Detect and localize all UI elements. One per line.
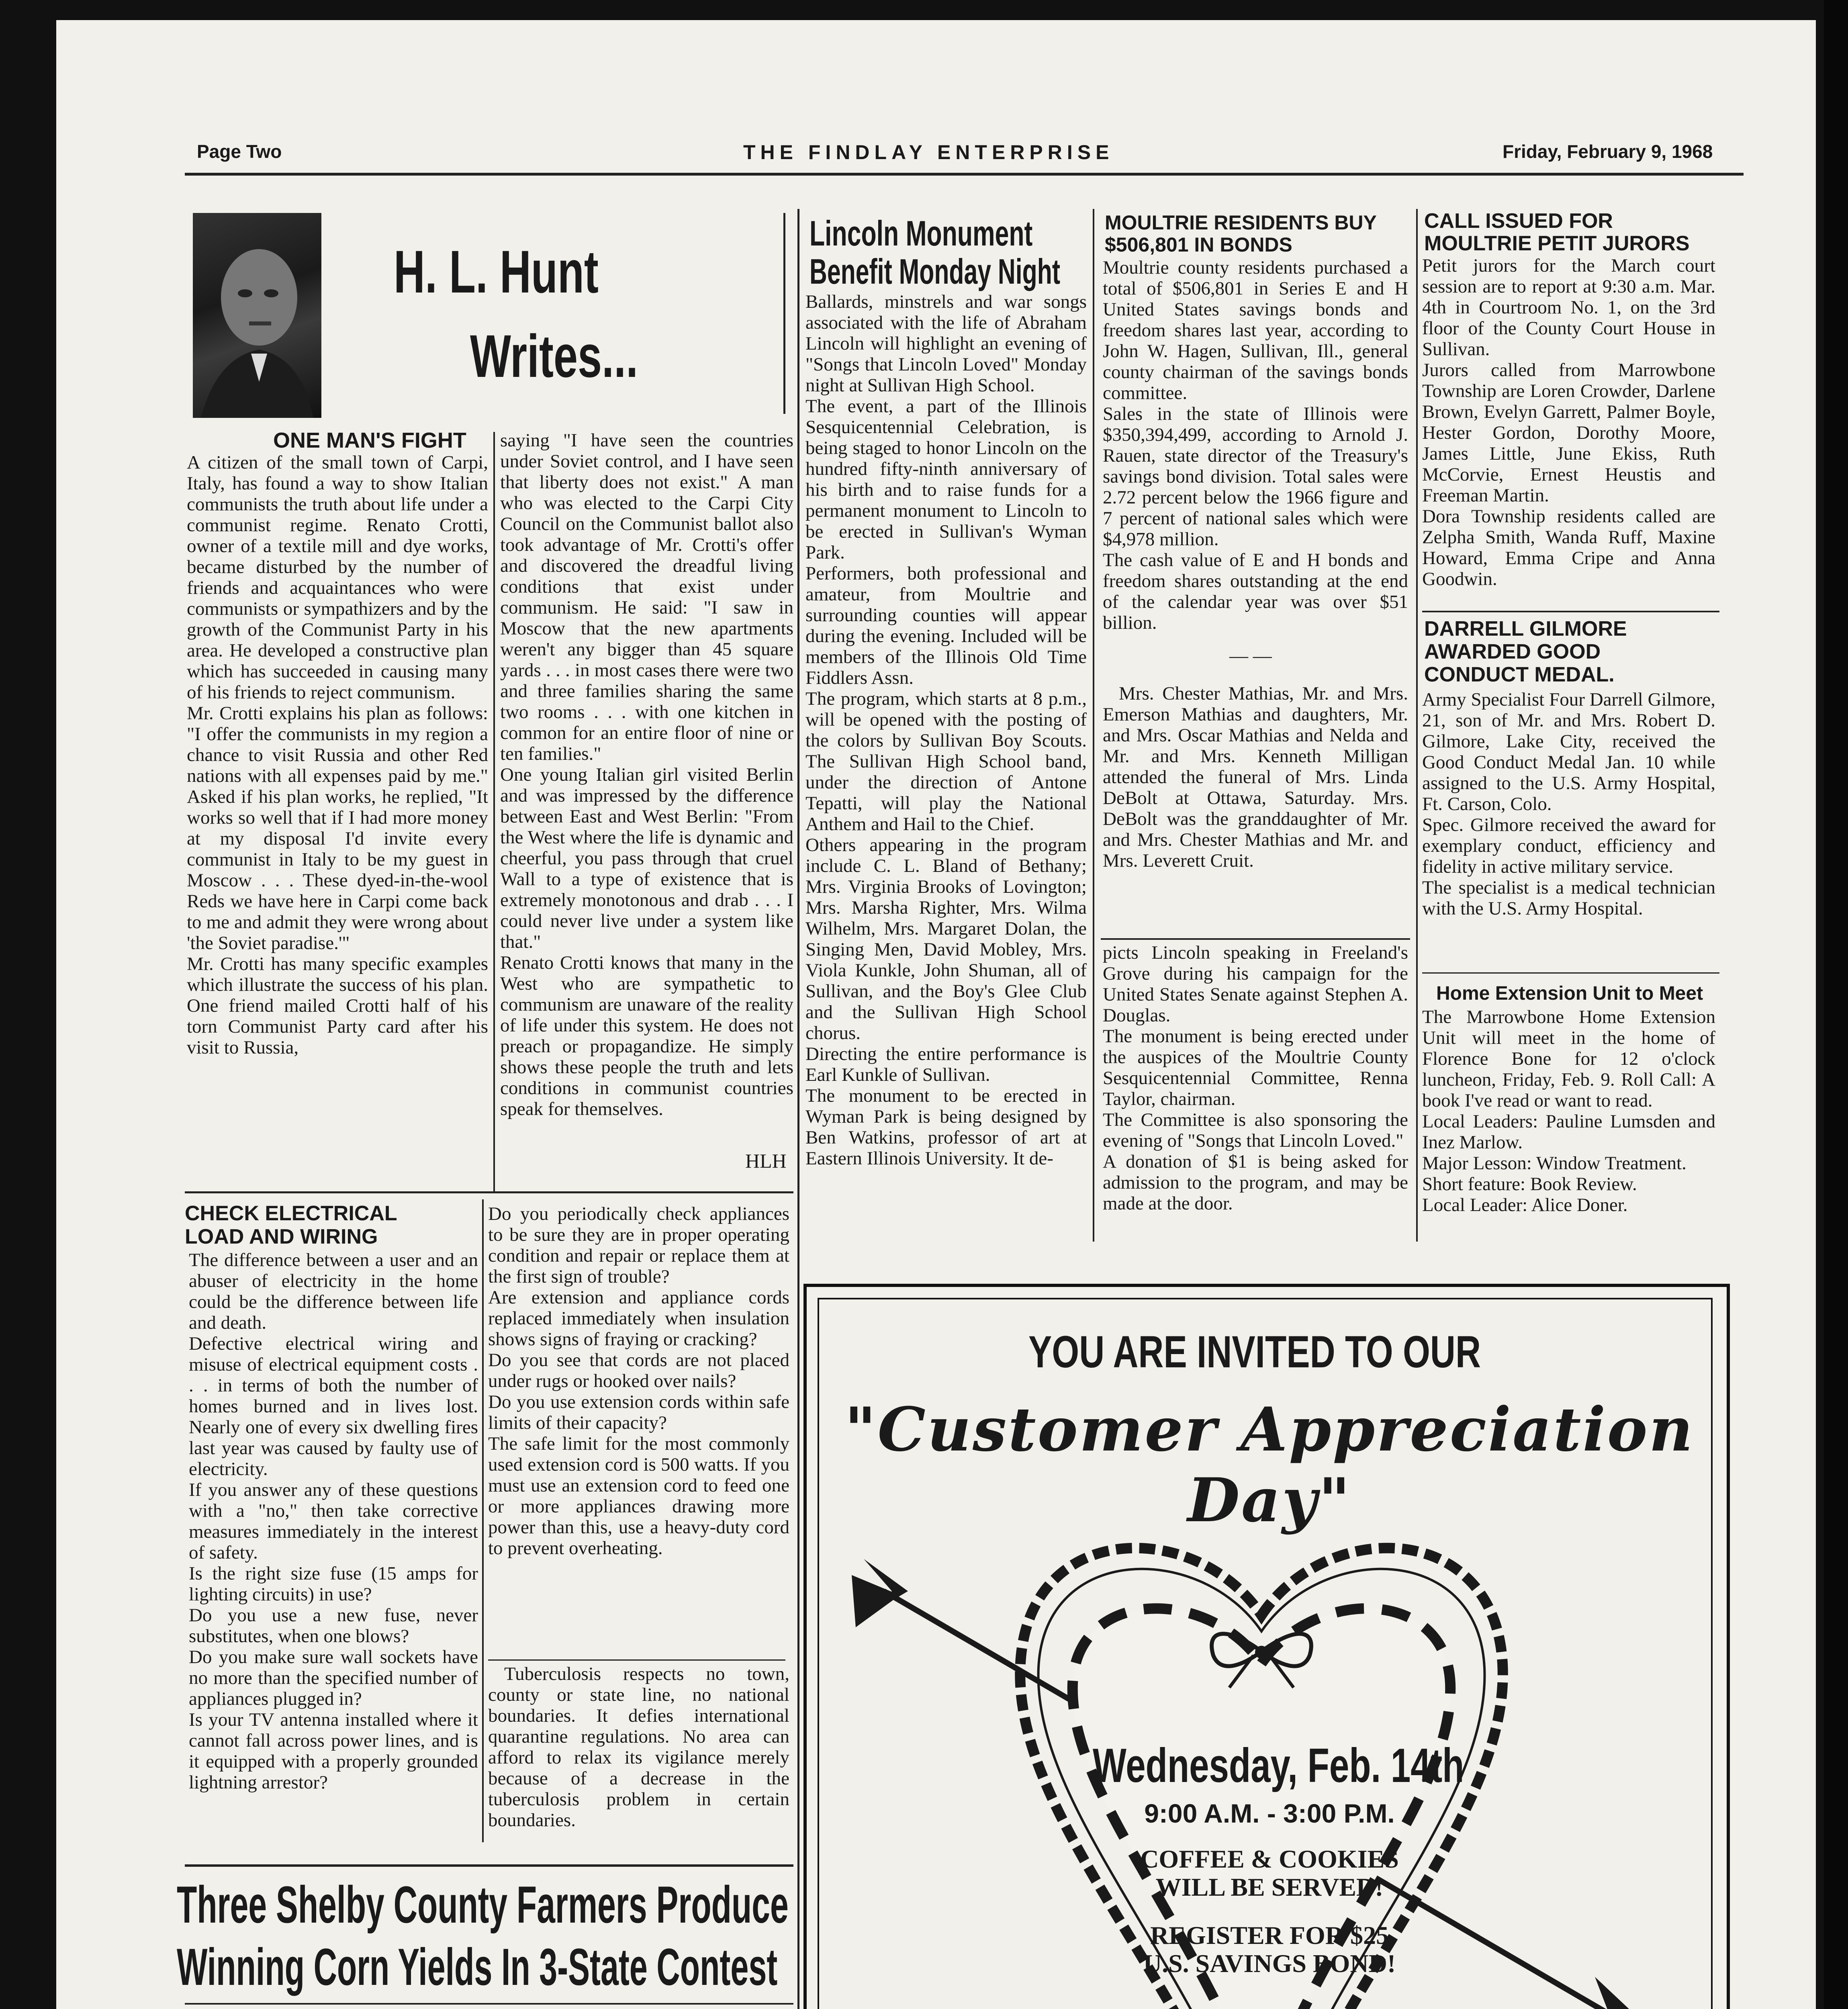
moultrie-headline-2: $506,801 IN BONDS: [1105, 233, 1292, 256]
section-rule: [185, 1864, 793, 1867]
lincoln-headline-1: Lincoln Monument: [810, 213, 1033, 253]
column-divider: [1416, 209, 1418, 1242]
gilmore-headline-3: CONDUCT MEDAL.: [1424, 663, 1615, 686]
farmers-headline-1: Three Shelby County Farmers Produce: [177, 1875, 789, 1934]
hunt-column-2: saying "I have seen the countries under Soviet control, and I have seen that liberty does not exist." A man who was elected to the Carpi City Council on the Communist ballot also took advantage of Mr. Crotti's offer and discovered the dreadful living conditions that exist under communism. He said: "I saw in Moscow that the new apartments weren't any bigger than 45 square yards . . . in most cases there were two and three families sharing the same two rooms . . . with one kitchen in common for an entire floor of nine or ten families." One young Italian girl visited Berlin and was impressed by the difference between East and West Berlin: "From the West where the life is dynamic and cheerful, you pass through that cruel Wall to a type of existence that is extremely monotonous and drab . . . I could never live under a system like that." Renato Crotti knows that many in the West who are sympathetic to communism are unaware of the reality of life under this system. He does not preach or propagandize. He simply shows these people the truth and lets conditions in communist countries speak for themselves.: [500, 430, 793, 1119]
issue-date: Friday, February 9, 1968: [1503, 141, 1713, 162]
hunt-box-right: [783, 213, 785, 414]
page-number: Page Two: [197, 141, 282, 162]
column-divider: [482, 1199, 484, 1842]
section-rule: [185, 1191, 793, 1193]
hunt-headline: ONE MAN'S FIGHT: [273, 428, 466, 452]
tuberculosis-text: Tuberculosis respects no town, county or state line, no national boundaries. It defies international quarantine regulations. No area can afford to relax its vigilance merely because of a decrease in the tuberculosis problem in certain boundaries.: [488, 1663, 789, 1831]
jurors-text: Petit jurors for the March court session are to report at 9:30 a.m. Mar. 4th in Courtroom No. 1, on the 3rd floor of the County Court House in Sullivan. Jurors called from Marrowbone Township are Loren Crowder, Darlene Brown, Evelyn Garrett, Palmer Boyle, Hester Gordon, Dorothy Moore, James Little, June Ekiss, Ruth McCorvie, Ernest Heustis and Freeman Martin. Dora Township residents called are Zelpha Smith, Wanda Ruff, Maxine Howard, Emma Cripe and Anna Goodwin.: [1422, 255, 1715, 589]
extension-text: The Marrowbone Home Extension Unit will meet in the home of Florence Bone for 12 o'clock luncheon, Friday, Feb. 9. Roll Call: A book I've read or want to read. Local Leaders: Pauline Lumsden and Inez Marlow. Major Lesson: Window Treatment. Short feature: Book Review. Local Leader: Alice Doner.: [1422, 1007, 1715, 1215]
ad-event-hours: 9:00 A.M. - 3:00 P.M.: [1144, 1798, 1395, 1828]
ad-invited-headline: YOU ARE INVITED TO OUR: [1028, 1327, 1481, 1377]
ad-coffee-line-1: COFFEE & COOKIES: [1140, 1845, 1399, 1873]
ad-event-name: "Customer Appreciation Day": [844, 1394, 1695, 1536]
electrical-column-1: The difference between a user and an abuser of electricity in the home could be the difference between life and death. Defective electrical wiring and misuse of electrical equipment costs . . . in terms of both the number of homes burned and in lives lost. Nearly one of every six dwelling fires last year was caused by faulty use of electricity. If you answer any of these questions with a "no," then take corrective measures immediately in the interest of safety. Is the right size fuse (15 amps for lighting circuits) in use? Do you use a new fuse, never substitutes, when one blows? Do you make sure wall sockets have no more than the specified number of appliances plugged in? Is your TV antenna installed where it cannot fall across power lines, and is it equipped with a properly grounded lightning arrestor?: [189, 1250, 478, 1793]
column-divider: [1093, 209, 1094, 1242]
farmers-headline-2: Winning Corn Yields In 3-State Contest: [177, 1937, 778, 1996]
right-edge-shadow: [1824, 0, 1848, 2009]
electrical-column-2: Do you periodically check appliances to be sure they are in proper operating condition and repair or replace them at the first sign of trouble? Are extension and appliance cords replaced immediately when insulation shows signs of fraying or cracking? Do you see that cords are not placed under rugs or hooked over nails? Do you use extension cords within safe limits of their capacity? The safe limit for the most commonly used extension cord is 500 watts. If you must use an extension cord to feed one or more appliances drawing more power than this, use a heavy-duty cord to prevent overheating.: [488, 1203, 789, 1559]
moultrie-headline-1: MOULTRIE RESIDENTS BUY: [1105, 211, 1377, 234]
electrical-headline-2: LOAD AND WIRING: [185, 1225, 378, 1248]
jurors-headline-2: MOULTRIE PETIT JURORS: [1424, 232, 1690, 255]
newspaper-title: THE FINDLAY ENTERPRISE: [743, 141, 1114, 164]
hunt-column-1: A citizen of the small town of Carpi, Italy, has found a way to show Italian communists the truth about life under a communist regime. Renato Crotti, owner of a textile mill and dye works, became disturbed by the number of friends and acquaintances who were communists or sympathizers and by the growth of the Communist Party in his area. He developed a constructive plan which has succeeded in causing many of his friends to reject communism. Mr. Crotti explains his plan as follows: "I offer the communists in my region a chance to visit Russia and other Red nations with all expenses paid by me." Asked if his plan works, he replied, "It works so well that if I had more money at my disposal I'd invite every communist in Italy to be my guest in Moscow . . . These dyed-in-the-wool Reds we have here in Carpi come back to me and admit they were wrong about 'the Soviet paradise.'" Mr. Crotti has many specific examples which illustrate the success of his plan. One friend mailed Crotti half of his torn Communist Party card after his visit to Russia,: [187, 452, 488, 1058]
ad-coffee-line-2: WILL BE SERVED!: [1155, 1873, 1384, 1901]
gilmore-text: Army Specialist Four Darrell Gilmore, 21, son of Mr. and Mrs. Robert D. Gilmore, Lake City, received the Good Conduct Medal Jan. 10 while assigned to the U.S. Army Hospital, Ft. Carson, Colo. Spec. Gilmore received the award for exemplary conduct, efficiency and fidelity in active military service. The specialist is a medical technician with the U.S. Army Hospital.: [1422, 689, 1715, 919]
hunt-portrait: [193, 213, 321, 418]
short-rule: [1422, 972, 1719, 974]
portrait-figure-icon: [193, 213, 321, 418]
short-rule: [488, 1659, 785, 1661]
lincoln-text-1: Ballards, minstrels and war songs associated with the life of Abraham Lincoln will highlight an evening of "Songs that Lincoln Loved" Monday night at Sullivan High School. The event, a part of the Illinois Sesquicentennial Celebration, is being staged to honor Lincoln on the hundred fifty-ninth anniversary of his birth and to raise funds for a permanent monument to Lincoln to be erected in Sullivan's Wyman Park. Performers, both professional and amateur, from Moultrie and surrounding counties will appear during the evening. Included will be members of the Illinois Old Time Fiddlers Assn. The program, which starts at 8 p.m., will be opened with the posting of the colors by Sullivan Boy Scouts. The Sullivan High School band, under the direction of Antone Tepatti, will play the National Anthem and Hail to the Chief. Others appearing in the program include C. L. Bland of Bethany; Mrs. Virginia Brooks of Lovington; Mrs. Marsha Righter, Mrs. Wilma Wilhelm, Mrs. Margaret Dolan, the Singing Men, David Mobley, Mrs. Viola Kunkle, John Shuman, all of Sullivan, and the Boy's Glee Club and the Sullivan High School chorus. Directing the entire performance is Earl Kunkle of Sullivan. The monument to be erected in Wyman Park is being designed by Ben Watkins, professor of art at Eastern Illinois University. It de-: [805, 291, 1087, 1169]
moultrie-dash: — —: [1229, 645, 1272, 666]
short-rule: [1101, 938, 1410, 940]
masthead-rule: [185, 173, 1744, 176]
lincoln-text-2: picts Lincoln speaking in Freeland's Grove during his campaign for the United States Senate against Stephen A. Douglas. The monument is being erected under the auspices of the Moultrie County Sesquicentennial Committee, Renna Taylor, chairman. The Committee is also sponsoring the evening of "Songs that Lincoln Loved." A donation of $1 is being asked for admission to the program, and may be made at the door.: [1103, 942, 1408, 1214]
ad-register-line-1: REGISTER FOR $25: [1150, 1921, 1389, 1950]
personal-note: Mrs. Chester Mathias, Mr. and Mrs. Emerson Mathias and daughters, Mr. and Mrs. Oscar Mathias and Nelda and Mr. and Mrs. Kenneth Milligan attended the funeral of Mrs. Linda DeBolt at Ottawa, Saturday. Mrs. DeBolt was the granddaughter of Mr. and Mrs. Chester Mathias and Mr. and Mrs. Leverett Cruit.: [1103, 683, 1408, 871]
hunt-title-line1: H. L. Hunt: [394, 238, 599, 305]
headline-rule: [185, 2003, 793, 2005]
short-rule: [1422, 611, 1719, 612]
hunt-title-line2: Writes...: [470, 322, 638, 390]
lincoln-headline-2: Benefit Monday Night: [810, 252, 1061, 291]
gilmore-headline-1: DARRELL GILMORE: [1424, 617, 1627, 640]
hunt-signoff: HLH: [745, 1150, 787, 1172]
gilmore-headline-2: AWARDED GOOD: [1424, 640, 1601, 663]
column-divider: [493, 432, 495, 1191]
moultrie-text: Moultrie county residents purchased a total of $506,801 in Series E and H United States savings bonds and freedom shares last year, according to John W. Hagen, Sullivan, Ill., general county chairman of the savings bonds committee. Sales in the state of Illinois were $350,394,499, according to Arnold J. Rauen, state director of the Treasury's savings bond division. Total sales were 2.72 percent below the 1966 figure and 7 percent of national sales which were $4,978 million. The cash value of E and H bonds and freedom shares outstanding at the end of the calendar year was over $51 billion.: [1103, 257, 1408, 633]
ad-event-date: Wednesday, Feb. 14th: [1093, 1739, 1464, 1792]
jurors-headline-1: CALL ISSUED FOR: [1424, 209, 1613, 233]
electrical-headline-1: CHECK ELECTRICAL: [185, 1202, 397, 1225]
extension-headline: Home Extension Unit to Meet: [1436, 983, 1703, 1004]
center-divider: [797, 209, 799, 2009]
ad-register-line-2: U.S. SAVINGS BOND!: [1143, 1949, 1396, 1978]
